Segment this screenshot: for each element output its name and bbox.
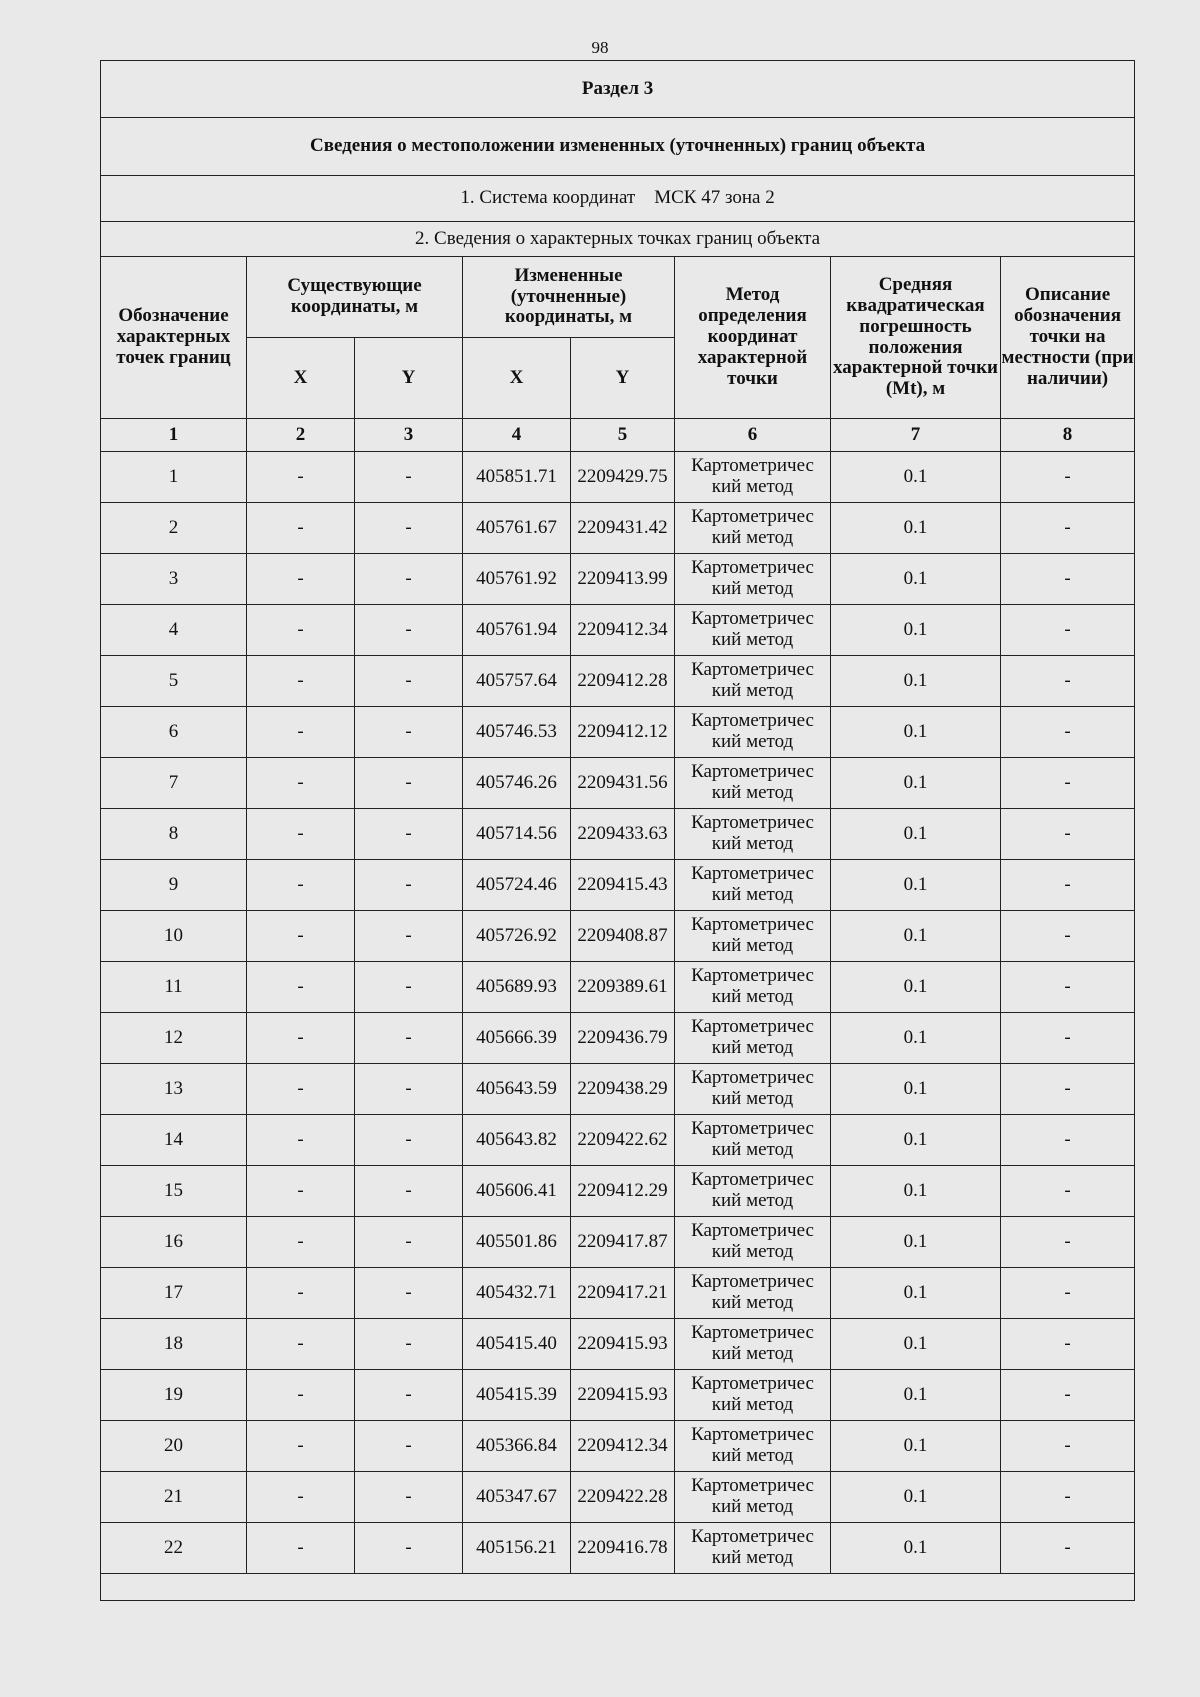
existing-y-cell: -	[355, 962, 463, 1013]
point-number-cell: 5	[101, 656, 247, 707]
changed-y-cell: 2209412.34	[571, 605, 675, 656]
method-cell: Картометричес кий метод	[675, 962, 831, 1013]
point-number-cell: 13	[101, 1064, 247, 1115]
changed-x-cell: 405726.92	[463, 911, 571, 962]
method-cell: Картометричес кий метод	[675, 605, 831, 656]
method-cell: Картометричес кий метод	[675, 1370, 831, 1421]
table-row	[101, 1472, 1135, 1523]
method-cell: Картометричес кий метод	[675, 1064, 831, 1115]
table-row	[101, 656, 1135, 707]
table-row	[101, 962, 1135, 1013]
existing-y-cell: -	[355, 1421, 463, 1472]
method-cell: Картометричес кий метод	[675, 1166, 831, 1217]
point-description-cell: -	[1001, 860, 1135, 911]
changed-x-cell: 405724.46	[463, 860, 571, 911]
changed-y-cell: 2209438.29	[571, 1064, 675, 1115]
changed-x-cell: 405746.53	[463, 707, 571, 758]
method-cell: Картометричес кий метод	[675, 860, 831, 911]
point-number-cell: 9	[101, 860, 247, 911]
method-cell: Картометричес кий метод	[675, 1319, 831, 1370]
point-number-cell: 8	[101, 809, 247, 860]
changed-y-cell: 2209431.56	[571, 758, 675, 809]
point-number-cell: 6	[101, 707, 247, 758]
boundary-points-table	[100, 60, 1135, 1601]
mean-square-error-cell: 0.1	[831, 554, 1001, 605]
table-row	[101, 605, 1135, 656]
point-description-cell: -	[1001, 1523, 1135, 1574]
changed-y-cell: 2209422.62	[571, 1115, 675, 1166]
method-cell: Картометричес кий метод	[675, 1115, 831, 1166]
changed-x-cell: 405761.92	[463, 554, 571, 605]
changed-y-cell: 2209415.93	[571, 1319, 675, 1370]
changed-x-cell: 405415.39	[463, 1370, 571, 1421]
point-number-cell: 16	[101, 1217, 247, 1268]
existing-y-cell: -	[355, 1217, 463, 1268]
mean-square-error-cell: 0.1	[831, 1472, 1001, 1523]
header-error: Средняя квадратическая погрешность положения характерной точки (Mt), м	[831, 257, 1001, 419]
changed-x-cell: 405714.56	[463, 809, 571, 860]
existing-x-cell: -	[247, 1421, 355, 1472]
existing-x-cell: -	[247, 1319, 355, 1370]
mean-square-error-cell: 0.1	[831, 1523, 1001, 1574]
existing-y-cell: -	[355, 605, 463, 656]
method-cell: Картометричес кий метод	[675, 1217, 831, 1268]
mean-square-error-cell: 0.1	[831, 758, 1001, 809]
mean-square-error-cell: 0.1	[831, 1064, 1001, 1115]
changed-x-cell: 405666.39	[463, 1013, 571, 1064]
changed-x-cell: 405761.94	[463, 605, 571, 656]
column-numbers-row	[101, 419, 1135, 452]
point-description-cell: -	[1001, 809, 1135, 860]
point-description-cell: -	[1001, 1013, 1135, 1064]
existing-x-cell: -	[247, 1523, 355, 1574]
header-changed-x: X	[463, 338, 571, 419]
method-cell: Картометричес кий метод	[675, 656, 831, 707]
method-cell: Картометричес кий метод	[675, 452, 831, 503]
point-number-cell: 4	[101, 605, 247, 656]
mean-square-error-cell: 0.1	[831, 1166, 1001, 1217]
point-number-cell: 7	[101, 758, 247, 809]
coordinate-system-label: 1. Система координат	[460, 187, 636, 209]
method-cell: Картометричес кий метод	[675, 707, 831, 758]
method-cell: Картометричес кий метод	[675, 1421, 831, 1472]
existing-y-cell: -	[355, 1370, 463, 1421]
changed-x-cell: 405606.41	[463, 1166, 571, 1217]
existing-y-cell: -	[355, 1523, 463, 1574]
point-number-cell: 10	[101, 911, 247, 962]
existing-y-cell: -	[355, 860, 463, 911]
method-cell: Картометричес кий метод	[675, 554, 831, 605]
changed-y-cell: 2209412.34	[571, 1421, 675, 1472]
existing-y-cell: -	[355, 1319, 463, 1370]
points-section-title: 2. Сведения о характерных точках границ объекта	[101, 222, 1135, 257]
changed-y-cell: 2209417.87	[571, 1217, 675, 1268]
existing-x-cell: -	[247, 1472, 355, 1523]
table-row	[101, 809, 1135, 860]
table-row	[101, 758, 1135, 809]
section-title: Раздел 3	[101, 61, 1135, 118]
changed-y-cell: 2209415.93	[571, 1370, 675, 1421]
point-description-cell: -	[1001, 1319, 1135, 1370]
table-row	[101, 1064, 1135, 1115]
mean-square-error-cell: 0.1	[831, 1013, 1001, 1064]
mean-square-error-cell: 0.1	[831, 860, 1001, 911]
existing-x-cell: -	[247, 605, 355, 656]
method-cell: Картометричес кий метод	[675, 758, 831, 809]
column-number: 7	[831, 419, 1001, 452]
point-number-cell: 22	[101, 1523, 247, 1574]
changed-x-cell: 405156.21	[463, 1523, 571, 1574]
existing-y-cell: -	[355, 911, 463, 962]
point-number-cell: 14	[101, 1115, 247, 1166]
point-description-cell: -	[1001, 1166, 1135, 1217]
mean-square-error-cell: 0.1	[831, 503, 1001, 554]
mean-square-error-cell: 0.1	[831, 1217, 1001, 1268]
mean-square-error-cell: 0.1	[831, 1370, 1001, 1421]
changed-y-cell: 2209415.43	[571, 860, 675, 911]
column-number: 3	[355, 419, 463, 452]
existing-y-cell: -	[355, 1472, 463, 1523]
point-number-cell: 18	[101, 1319, 247, 1370]
point-description-cell: -	[1001, 1268, 1135, 1319]
point-number-cell: 2	[101, 503, 247, 554]
method-cell: Картометричес кий метод	[675, 503, 831, 554]
changed-x-cell: 405415.40	[463, 1319, 571, 1370]
existing-y-cell: -	[355, 1268, 463, 1319]
table-row	[101, 1115, 1135, 1166]
point-description-cell: -	[1001, 1217, 1135, 1268]
existing-y-cell: -	[355, 452, 463, 503]
existing-y-cell: -	[355, 1064, 463, 1115]
mean-square-error-cell: 0.1	[831, 707, 1001, 758]
changed-x-cell: 405746.26	[463, 758, 571, 809]
header-existing-coordinates: Существующие координаты, м	[247, 257, 463, 338]
existing-x-cell: -	[247, 503, 355, 554]
existing-x-cell: -	[247, 452, 355, 503]
changed-x-cell: 405432.71	[463, 1268, 571, 1319]
table-footer-cell	[101, 1574, 1135, 1601]
header-description: Описание обозначения точки на местности (при наличии)	[1001, 257, 1135, 419]
table-row	[101, 1217, 1135, 1268]
column-number: 8	[1001, 419, 1135, 452]
method-cell: Картометричес кий метод	[675, 1013, 831, 1064]
existing-y-cell: -	[355, 758, 463, 809]
table-row	[101, 1166, 1135, 1217]
table-row	[101, 1523, 1135, 1574]
mean-square-error-cell: 0.1	[831, 656, 1001, 707]
header-designation: Обозначение характерных точек границ	[101, 257, 247, 419]
page-number: 98	[591, 38, 609, 57]
point-number-cell: 12	[101, 1013, 247, 1064]
mean-square-error-cell: 0.1	[831, 1421, 1001, 1472]
changed-y-cell: 2209408.87	[571, 911, 675, 962]
header-existing-y: Y	[355, 338, 463, 419]
mean-square-error-cell: 0.1	[831, 1115, 1001, 1166]
changed-y-cell: 2209422.28	[571, 1472, 675, 1523]
point-description-cell: -	[1001, 1064, 1135, 1115]
point-description-cell: -	[1001, 707, 1135, 758]
point-description-cell: -	[1001, 1115, 1135, 1166]
header-changed-y: Y	[571, 338, 675, 419]
table-row	[101, 1370, 1135, 1421]
changed-x-cell: 405757.64	[463, 656, 571, 707]
mean-square-error-cell: 0.1	[831, 962, 1001, 1013]
point-number-cell: 11	[101, 962, 247, 1013]
table-row	[101, 1013, 1135, 1064]
changed-y-cell: 2209433.63	[571, 809, 675, 860]
column-number: 6	[675, 419, 831, 452]
changed-y-cell: 2209429.75	[571, 452, 675, 503]
changed-y-cell: 2209416.78	[571, 1523, 675, 1574]
column-number: 5	[571, 419, 675, 452]
existing-y-cell: -	[355, 707, 463, 758]
table-row	[101, 1319, 1135, 1370]
changed-x-cell: 405643.59	[463, 1064, 571, 1115]
header-changed-coordinates: Измененные (уточненные) координаты, м	[463, 257, 675, 338]
existing-x-cell: -	[247, 758, 355, 809]
changed-x-cell: 405501.86	[463, 1217, 571, 1268]
changed-x-cell: 405643.82	[463, 1115, 571, 1166]
existing-x-cell: -	[247, 554, 355, 605]
coordinate-system-value: МСК 47 зона 2	[654, 187, 775, 209]
section-subtitle: Сведения о местоположении измененных (уточненных) границ объекта	[101, 118, 1135, 176]
table-row	[101, 860, 1135, 911]
changed-y-cell: 2209412.28	[571, 656, 675, 707]
existing-x-cell: -	[247, 656, 355, 707]
point-number-cell: 17	[101, 1268, 247, 1319]
existing-x-cell: -	[247, 860, 355, 911]
point-description-cell: -	[1001, 605, 1135, 656]
existing-x-cell: -	[247, 1013, 355, 1064]
existing-x-cell: -	[247, 1064, 355, 1115]
existing-y-cell: -	[355, 503, 463, 554]
changed-x-cell: 405761.67	[463, 503, 571, 554]
table-row	[101, 1421, 1135, 1472]
existing-y-cell: -	[355, 1013, 463, 1064]
point-number-cell: 21	[101, 1472, 247, 1523]
existing-x-cell: -	[247, 1268, 355, 1319]
point-number-cell: 3	[101, 554, 247, 605]
method-cell: Картометричес кий метод	[675, 1472, 831, 1523]
table-row	[101, 911, 1135, 962]
existing-y-cell: -	[355, 554, 463, 605]
point-number-cell: 15	[101, 1166, 247, 1217]
mean-square-error-cell: 0.1	[831, 1268, 1001, 1319]
changed-y-cell: 2209417.21	[571, 1268, 675, 1319]
existing-x-cell: -	[247, 707, 355, 758]
point-description-cell: -	[1001, 1421, 1135, 1472]
existing-y-cell: -	[355, 1115, 463, 1166]
point-description-cell: -	[1001, 554, 1135, 605]
existing-x-cell: -	[247, 1217, 355, 1268]
table-row	[101, 707, 1135, 758]
changed-y-cell: 2209431.42	[571, 503, 675, 554]
point-description-cell: -	[1001, 962, 1135, 1013]
table-row	[101, 503, 1135, 554]
method-cell: Картометричес кий метод	[675, 1268, 831, 1319]
mean-square-error-cell: 0.1	[831, 452, 1001, 503]
table-row	[101, 554, 1135, 605]
document-sheet	[100, 60, 1134, 1601]
existing-y-cell: -	[355, 1166, 463, 1217]
header-method: Метод определения координат характерной точки	[675, 257, 831, 419]
mean-square-error-cell: 0.1	[831, 605, 1001, 656]
changed-x-cell: 405366.84	[463, 1421, 571, 1472]
point-description-cell: -	[1001, 503, 1135, 554]
changed-x-cell: 405689.93	[463, 962, 571, 1013]
existing-y-cell: -	[355, 809, 463, 860]
coordinate-system	[101, 176, 1135, 222]
changed-x-cell: 405347.67	[463, 1472, 571, 1523]
existing-x-cell: -	[247, 962, 355, 1013]
point-description-cell: -	[1001, 452, 1135, 503]
point-description-cell: -	[1001, 1472, 1135, 1523]
existing-x-cell: -	[247, 1166, 355, 1217]
point-number-cell: 20	[101, 1421, 247, 1472]
existing-y-cell: -	[355, 656, 463, 707]
changed-y-cell: 2209436.79	[571, 1013, 675, 1064]
point-description-cell: -	[1001, 656, 1135, 707]
method-cell: Картометричес кий метод	[675, 1523, 831, 1574]
point-description-cell: -	[1001, 911, 1135, 962]
table-row	[101, 1268, 1135, 1319]
mean-square-error-cell: 0.1	[831, 911, 1001, 962]
point-description-cell: -	[1001, 758, 1135, 809]
method-cell: Картометричес кий метод	[675, 809, 831, 860]
mean-square-error-cell: 0.1	[831, 1319, 1001, 1370]
table-row	[101, 452, 1135, 503]
method-cell: Картометричес кий метод	[675, 911, 831, 962]
mean-square-error-cell: 0.1	[831, 809, 1001, 860]
existing-x-cell: -	[247, 1370, 355, 1421]
column-number: 2	[247, 419, 355, 452]
point-number-cell: 1	[101, 452, 247, 503]
column-number: 4	[463, 419, 571, 452]
changed-y-cell: 2209412.12	[571, 707, 675, 758]
table-footer-row	[101, 1574, 1135, 1601]
point-number-cell: 19	[101, 1370, 247, 1421]
changed-y-cell: 2209389.61	[571, 962, 675, 1013]
column-number: 1	[101, 419, 247, 452]
changed-y-cell: 2209412.29	[571, 1166, 675, 1217]
changed-y-cell: 2209413.99	[571, 554, 675, 605]
existing-x-cell: -	[247, 1115, 355, 1166]
changed-x-cell: 405851.71	[463, 452, 571, 503]
header-existing-x: X	[247, 338, 355, 419]
point-description-cell: -	[1001, 1370, 1135, 1421]
existing-x-cell: -	[247, 911, 355, 962]
existing-x-cell: -	[247, 809, 355, 860]
